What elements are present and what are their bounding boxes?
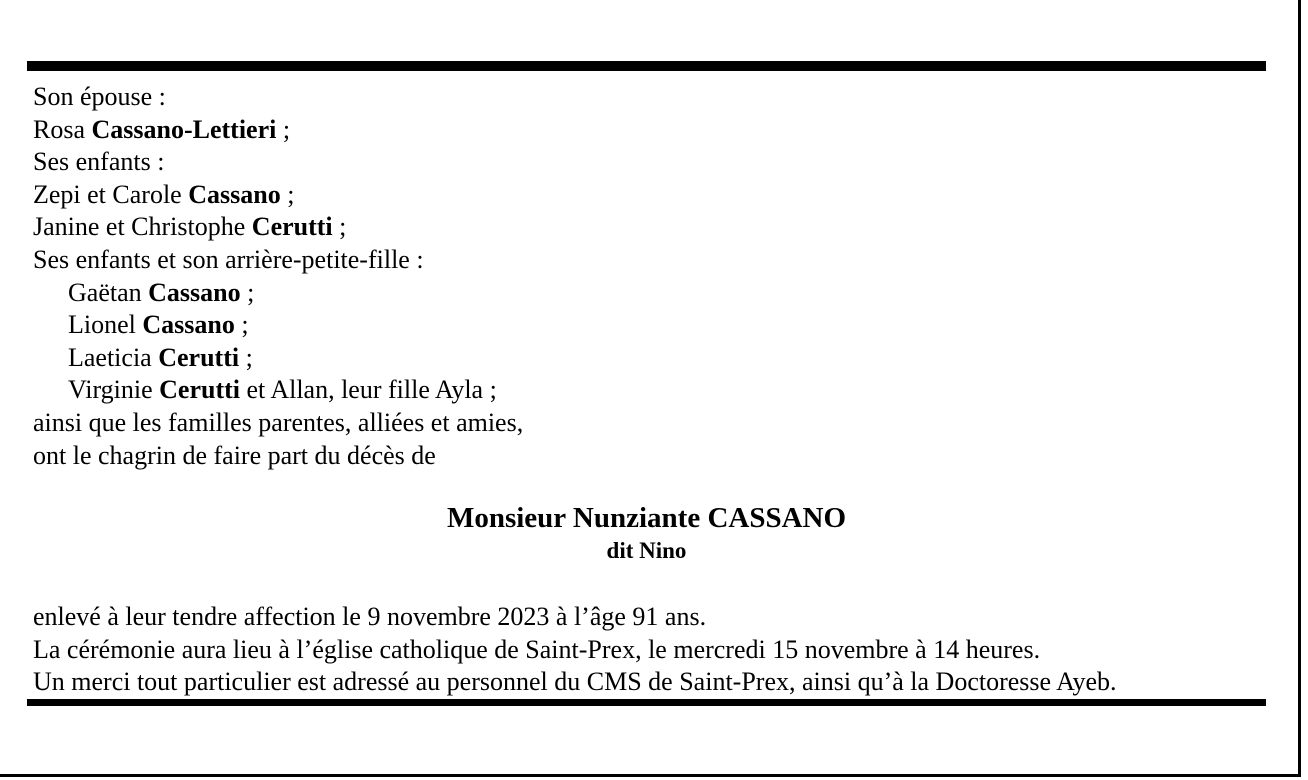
deceased-title-block [27,500,1266,566]
text-segment: ont le chagrin de faire part du décès de [33,440,436,470]
deceased-alias: dit Nino [606,538,687,563]
frame-border-right [1298,0,1301,776]
text-segment: Virginie [68,375,160,405]
text-segment: Zepi et Carole [33,179,189,209]
notice-line [33,179,523,212]
notice-line [33,114,523,147]
closing-lines [33,601,1117,699]
text-segment: Un merci tout particulier est adressé au personnel du CMS de Saint-Prex, ainsi qu’à la Doctoresse Ayeb. [33,667,1117,697]
bottom-rule [27,699,1266,706]
text-segment: et Allan, leur fille Ayla ; [239,375,497,405]
text-segment: Ses enfants : [33,147,165,177]
text-segment: enlevé à leur tendre affection le 9 novembre 2023 à l’âge 91 ans. [33,602,707,631]
text-segment: Cassano [188,179,281,209]
text-segment: Cassano [148,277,241,307]
notice-line [33,407,523,440]
text-segment: ; [280,179,295,209]
text-segment: ; [234,310,249,340]
frame-border-bottom [0,774,1301,777]
text-segment: Cassano [142,310,235,340]
notice-line [33,342,523,375]
text-segment: Rosa [33,114,92,144]
deceased-name: Monsieur Nunziante CASSANO [446,502,847,534]
top-rule [27,61,1266,71]
text-segment: Laeticia [68,342,159,372]
text-segment: Janine et Christophe [33,212,252,242]
text-segment: ; [332,212,347,242]
notice-line [33,81,523,114]
text-segment: ainsi que les familles parentes, alliées et amies, [33,407,524,437]
text-segment: ; [239,342,253,372]
text-segment: Lionel [68,310,143,340]
notice-line [33,211,523,244]
text-segment: La cérémonie aura lieu à l’église catholique de Saint-Prex, le mercredi 15 novembre à 14 heures. [33,634,1041,664]
family-lines [33,81,523,472]
text-segment: Gaëtan [68,277,149,307]
notice-line [33,146,523,179]
notice-line [33,666,1117,699]
notice-line [33,244,523,277]
notice-line [33,277,523,310]
notice-line [33,309,523,342]
text-segment: Son épouse : [33,82,166,111]
text-segment: Cerutti [158,342,240,372]
notice-line [33,601,1117,634]
text-segment: ; [276,114,291,144]
text-segment: Ses enfants et son arrière-petite-fille : [33,244,424,274]
text-segment: Cerutti [251,212,333,242]
text-segment: ; [240,277,255,307]
notice-line [33,374,523,407]
text-segment: Cerutti [159,375,240,405]
notice-line [33,440,523,473]
text-segment: Cassano-Lettieri [91,114,277,144]
notice-line [33,634,1117,667]
